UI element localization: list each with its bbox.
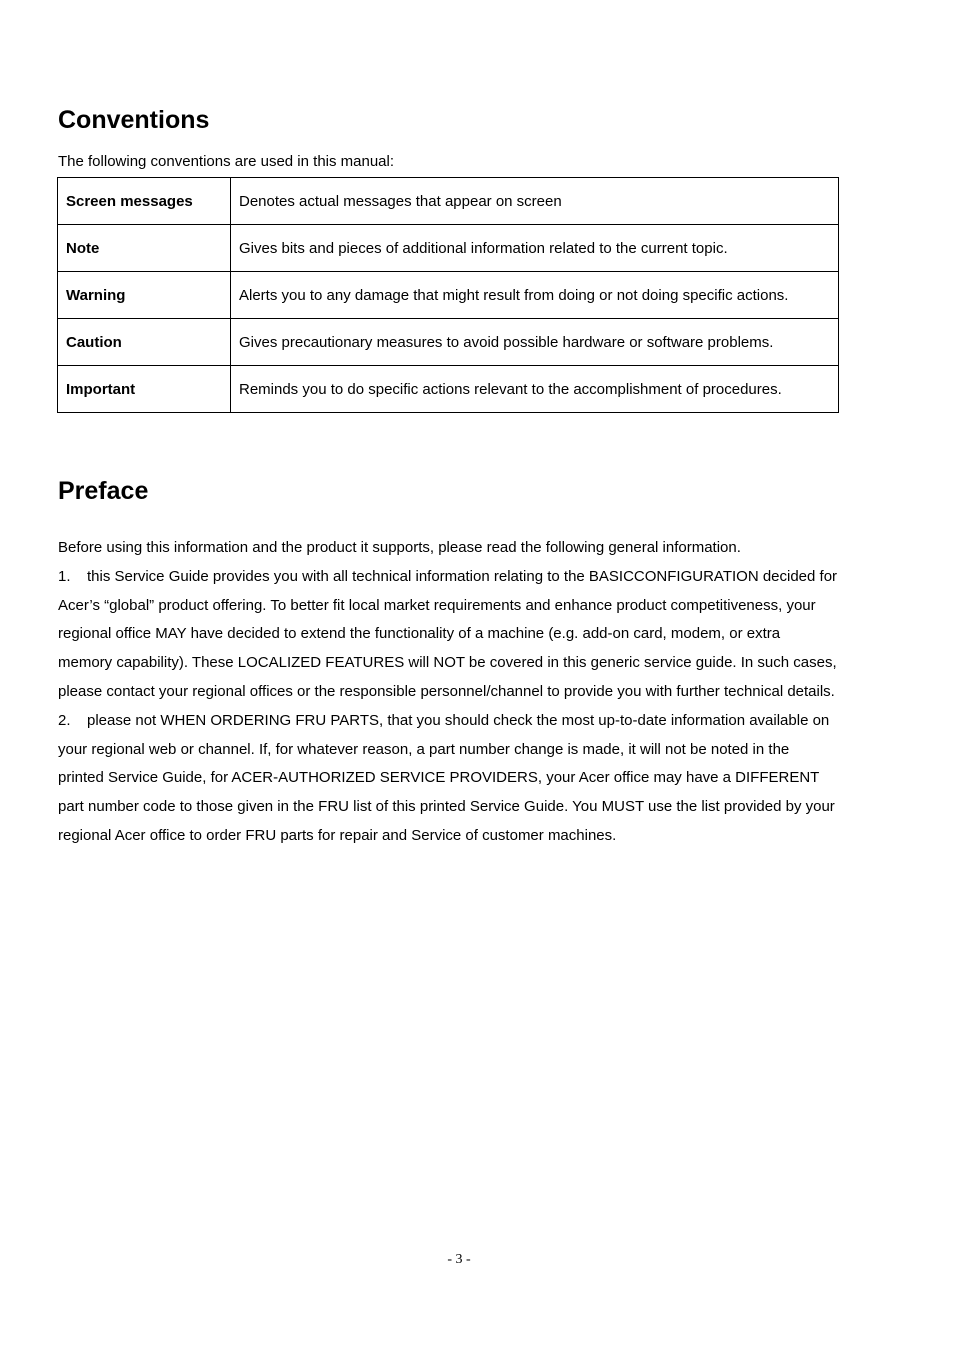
table-row bbox=[58, 366, 839, 413]
table-row bbox=[58, 178, 839, 225]
table-row bbox=[58, 225, 839, 272]
convention-description: Gives precautionary measures to avoid possible hardware or software problems. bbox=[231, 319, 839, 366]
conventions-heading: Conventions bbox=[58, 106, 210, 134]
convention-description: Alerts you to any damage that might result from doing or not doing specific actions. bbox=[231, 272, 839, 319]
convention-term: Note bbox=[58, 225, 231, 272]
conventions-intro: The following conventions are used in this manual: bbox=[58, 153, 395, 170]
preface-item-2 bbox=[58, 707, 838, 851]
page-number: - 3 - bbox=[447, 1252, 471, 1267]
convention-description: Reminds you to do specific actions relevant to the accomplishment of procedures. bbox=[231, 366, 839, 413]
convention-description: Gives bits and pieces of additional information related to the current topic. bbox=[231, 225, 839, 272]
table-row bbox=[58, 319, 839, 366]
preface-lead: Before using this information and the product it supports, please read the following general information. bbox=[58, 539, 741, 556]
convention-description: Denotes actual messages that appear on screen bbox=[231, 178, 839, 225]
item-text: this Service Guide provides you with all technical information relating to the BASICCONFIGURATION decided for Acer’s “global” product offering. To better fit local market requirements and enhance product competitiveness, your regional office MAY have decided to extend the functionality of a machine (e.g. add-on card, modem, or extra memory capability). These LOCALIZED FEATURES will NOT be covered in this generic service guide. In such cases, please contact your regional offices or the responsible personnel/channel to provide you with further technical details. bbox=[58, 567, 838, 700]
convention-term: Warning bbox=[58, 272, 231, 319]
conventions-table bbox=[57, 177, 839, 413]
item-number: 1. bbox=[58, 567, 71, 585]
convention-term: Caution bbox=[58, 319, 231, 366]
table-row bbox=[58, 272, 839, 319]
convention-term: Important bbox=[58, 366, 231, 413]
item-number: 2. bbox=[58, 711, 71, 729]
preface-body bbox=[58, 534, 838, 851]
item-text: please not WHEN ORDERING FRU PARTS, that you should check the most up-to-date information available on your regional web or channel. If, for whatever reason, a part number change is made, it will not be noted in the printed Service Guide, for ACER-AUTHORIZED SERVICE PROVIDERS, your Acer office may have a DIFFERENT part number code to those given in the FRU list of this printed Service Guide. You MUST use the list provided by your regional Acer office to order FRU parts for repair and Service of customer machines. bbox=[58, 711, 835, 844]
preface-heading: Preface bbox=[58, 477, 149, 505]
preface-item-1 bbox=[58, 563, 838, 707]
convention-term: Screen messages bbox=[58, 178, 231, 225]
